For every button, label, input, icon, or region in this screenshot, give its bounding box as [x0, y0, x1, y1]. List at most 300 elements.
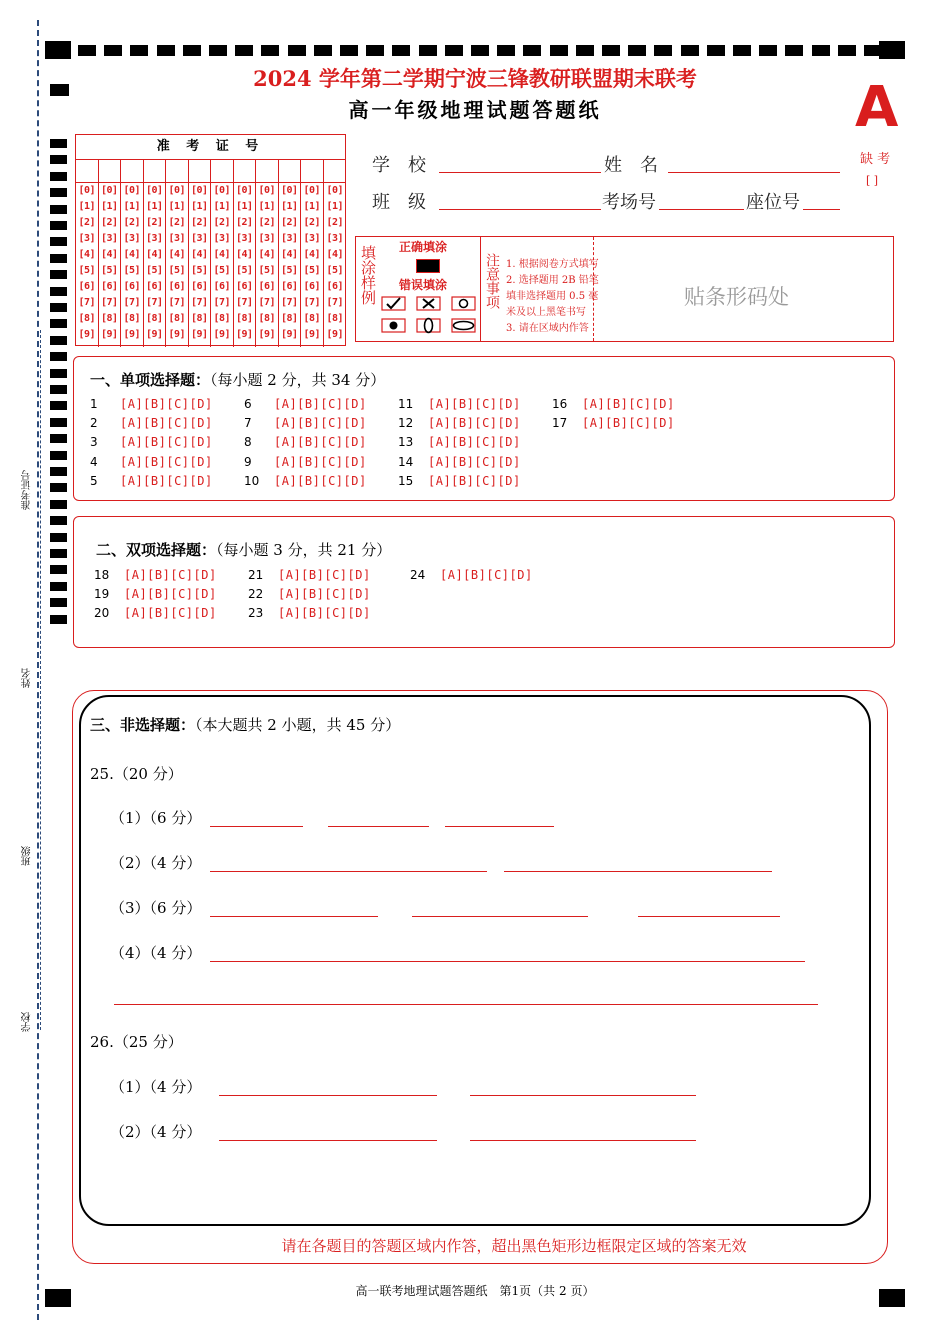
answer-options[interactable]: [A][B][C][D]: [120, 473, 213, 488]
admission-digit-bubble[interactable]: [9]: [280, 329, 298, 340]
admission-digit-column: [76, 159, 99, 347]
side-label-admission: 准考证号: [22, 470, 33, 510]
admission-digit-bubble[interactable]: [2]: [145, 217, 163, 228]
answer-options[interactable]: [A][B][C][D]: [124, 587, 217, 602]
admission-digit-bubble[interactable]: [2]: [78, 217, 96, 228]
admission-digit-bubble[interactable]: [1]: [213, 201, 231, 212]
barcode-area[interactable]: [593, 237, 892, 341]
admission-digit-bubble[interactable]: [8]: [235, 313, 253, 324]
timing-mark: [50, 598, 67, 607]
question-13: [398, 435, 521, 449]
notes-label: 注意事项: [484, 253, 500, 309]
question-number: 12: [398, 416, 414, 431]
admission-digit-bubble[interactable]: [8]: [213, 313, 231, 324]
admission-write-cell[interactable]: [256, 159, 278, 183]
admission-digit-bubble[interactable]: [9]: [78, 329, 96, 340]
admission-digit-bubble[interactable]: [8]: [258, 313, 276, 324]
q25-part3-answer-1[interactable]: [210, 916, 378, 917]
timing-mark: [50, 582, 67, 591]
answer-options[interactable]: [A][B][C][D]: [440, 568, 533, 582]
admission-digit-bubble[interactable]: [6]: [78, 281, 96, 292]
admission-digit-bubble[interactable]: [5]: [100, 265, 118, 276]
barcode-label: 贴条形码处: [684, 285, 789, 309]
answer-options[interactable]: [A][B][C][D]: [274, 435, 367, 450]
admission-digit-bubble[interactable]: [8]: [123, 313, 141, 324]
timing-mark: [50, 434, 67, 443]
q25-part2-answer-2[interactable]: [504, 871, 772, 872]
timing-mark: [50, 369, 67, 378]
fill-example-label: 填涂样例: [359, 245, 377, 305]
admission-digit-bubble[interactable]: [7]: [280, 297, 298, 308]
page-footer: 高一联考地理试题答题纸 第1页（共 2 页）: [355, 1284, 595, 1298]
q25-part1-answer-2[interactable]: [328, 826, 429, 827]
corner-mark-top-left: [45, 41, 71, 59]
horizontal-ellipse-icon: [454, 322, 474, 330]
admission-digit-bubble[interactable]: [4]: [100, 249, 118, 260]
admission-write-cell[interactable]: [121, 159, 143, 183]
q25-part2-answer-1[interactable]: [210, 871, 487, 872]
q26-part1-answer-2[interactable]: [470, 1095, 696, 1096]
admission-digit-bubble[interactable]: [9]: [168, 329, 186, 340]
admission-digit-bubble[interactable]: [7]: [168, 297, 186, 308]
admission-digit-bubble[interactable]: [5]: [78, 265, 96, 276]
admission-digit-bubble[interactable]: [8]: [303, 313, 321, 324]
admission-digit-bubble[interactable]: [0]: [100, 185, 118, 196]
wrong-fill-samples: [378, 295, 480, 337]
question-number: 4: [90, 454, 98, 469]
admission-digit-bubble[interactable]: [2]: [100, 217, 118, 228]
timing-mark: [50, 467, 67, 476]
question-19: [94, 587, 217, 601]
admission-digit-column: [324, 159, 347, 347]
admission-digit-bubble[interactable]: [0]: [258, 185, 276, 196]
notes-line-2: 2. 选择题用 2B 铅笔: [506, 275, 599, 286]
vertical-ellipse-icon: [425, 319, 433, 333]
timing-mark: [50, 205, 67, 214]
admission-digit-bubble[interactable]: [4]: [78, 249, 96, 260]
answer-options[interactable]: [A][B][C][D]: [428, 416, 521, 431]
admission-digit-bubble[interactable]: [5]: [235, 265, 253, 276]
absent-label: 缺 考: [860, 152, 891, 167]
question-3: [90, 435, 213, 449]
admission-digit-bubble[interactable]: [0]: [78, 185, 96, 196]
timing-mark: [681, 45, 699, 56]
question-number: 16: [552, 397, 568, 411]
admission-digit-bubble[interactable]: [8]: [145, 313, 163, 324]
admission-digit-bubble[interactable]: [3]: [235, 233, 253, 244]
admission-digit-bubble[interactable]: [2]: [258, 217, 276, 228]
admission-write-cell[interactable]: [234, 159, 256, 183]
answer-options[interactable]: [A][B][C][D]: [120, 454, 213, 469]
admission-digit-bubble[interactable]: [7]: [213, 297, 231, 308]
admission-write-cell[interactable]: [166, 159, 188, 183]
name-field[interactable]: [668, 172, 840, 173]
admission-digit-bubble[interactable]: [3]: [280, 233, 298, 244]
timing-mark: [50, 172, 67, 181]
timing-mark: [628, 45, 646, 56]
admission-digit-column: [99, 159, 122, 347]
admission-digit-bubble[interactable]: [1]: [326, 201, 344, 212]
answer-options[interactable]: [A][B][C][D]: [120, 435, 213, 450]
question-number: 13: [398, 435, 414, 450]
admission-digit-column: [211, 159, 234, 347]
admission-digit-bubble[interactable]: [8]: [78, 313, 96, 324]
admission-digit-bubble[interactable]: [7]: [123, 297, 141, 308]
admission-digit-bubble[interactable]: [5]: [258, 265, 276, 276]
admission-digit-bubble[interactable]: [5]: [280, 265, 298, 276]
timing-mark: [104, 45, 122, 56]
admission-digit-bubble[interactable]: [2]: [326, 217, 344, 228]
answer-options[interactable]: [A][B][C][D]: [582, 397, 675, 411]
answer-options[interactable]: [A][B][C][D]: [124, 568, 217, 582]
timing-mark: [550, 45, 568, 56]
admission-digit-bubble[interactable]: [2]: [235, 217, 253, 228]
admission-digit-bubble[interactable]: [2]: [123, 217, 141, 228]
question-1: [90, 397, 213, 411]
admission-digit-bubble[interactable]: [6]: [258, 281, 276, 292]
timing-mark: [733, 45, 751, 56]
instruction-box: [355, 236, 894, 342]
side-label-class: 班级: [22, 846, 33, 866]
q25-part2-label: （2）（4 分）: [110, 854, 202, 872]
admission-digit-bubble[interactable]: [9]: [100, 329, 118, 340]
question-7: [244, 416, 367, 430]
timing-mark: [50, 155, 67, 164]
question-number: 5: [90, 473, 98, 488]
admission-digit-bubble[interactable]: [7]: [78, 297, 96, 308]
admission-digit-bubble[interactable]: [4]: [280, 249, 298, 260]
answer-options[interactable]: [A][B][C][D]: [120, 397, 213, 411]
question-number: 21: [248, 568, 264, 582]
admission-digit-bubble[interactable]: [6]: [326, 281, 344, 292]
admission-digit-bubble[interactable]: [1]: [303, 201, 321, 212]
admission-digit-bubble[interactable]: [4]: [235, 249, 253, 260]
admission-digit-bubble[interactable]: [7]: [100, 297, 118, 308]
timing-mark: [50, 336, 67, 345]
admission-digit-bubble[interactable]: [4]: [213, 249, 231, 260]
binding-line-inner: [40, 330, 41, 1030]
admission-write-cell[interactable]: [76, 159, 98, 183]
absent-box[interactable]: [ ]: [866, 174, 879, 187]
admission-write-cell[interactable]: [144, 159, 166, 183]
correct-fill-sample: [416, 259, 440, 273]
timing-mark: [366, 45, 384, 56]
admission-number-grid: [75, 134, 346, 346]
timing-mark: [50, 221, 67, 230]
admission-digit-bubble[interactable]: [8]: [190, 313, 208, 324]
answer-options[interactable]: [A][B][C][D]: [278, 587, 371, 602]
timing-mark: [785, 45, 803, 56]
q25-part4-answer-2[interactable]: [114, 1004, 818, 1005]
admission-digit-bubble[interactable]: [3]: [168, 233, 186, 244]
admission-digit-bubble[interactable]: [4]: [303, 249, 321, 260]
answer-options[interactable]: [A][B][C][D]: [274, 454, 367, 469]
admission-write-cell[interactable]: [324, 159, 347, 183]
admission-digit-bubble[interactable]: [2]: [303, 217, 321, 228]
admission-number-title: 准 考 证 号: [76, 135, 345, 160]
notes-line-1: 1. 根据阅卷方式填写: [506, 259, 599, 270]
timing-mark: [471, 45, 489, 56]
question-number: 8: [244, 435, 252, 450]
admission-digit-column: [121, 159, 144, 347]
q26-part2-answer-2[interactable]: [470, 1140, 696, 1141]
admission-write-cell[interactable]: [189, 159, 211, 183]
admission-digit-bubble[interactable]: [0]: [213, 185, 231, 196]
admission-digit-bubble[interactable]: [1]: [235, 201, 253, 212]
school-label: 学 校: [372, 155, 426, 176]
admission-digit-bubble[interactable]: [9]: [258, 329, 276, 340]
admission-digit-bubble[interactable]: [9]: [145, 329, 163, 340]
room-label: 考场号: [602, 192, 656, 213]
q25-part4-answer-1[interactable]: [210, 961, 805, 962]
timing-mark: [50, 549, 67, 558]
timing-mark: [50, 188, 67, 197]
admission-digit-bubble[interactable]: [2]: [213, 217, 231, 228]
admission-digit-bubble[interactable]: [7]: [235, 297, 253, 308]
admission-digit-bubble[interactable]: [1]: [145, 201, 163, 212]
question-14: [398, 455, 521, 469]
admission-digit-bubble[interactable]: [0]: [235, 185, 253, 196]
timing-mark: [50, 352, 67, 361]
admission-digit-bubble[interactable]: [8]: [168, 313, 186, 324]
admission-digit-bubble[interactable]: [9]: [303, 329, 321, 340]
admission-digit-bubble[interactable]: [4]: [190, 249, 208, 260]
admission-digit-bubble[interactable]: [6]: [168, 281, 186, 292]
admission-digit-bubble[interactable]: [3]: [145, 233, 163, 244]
section3-heading: 三、非选择题：（本大题共 2 小题，共 45 分）: [90, 716, 401, 734]
timing-mark: [707, 45, 725, 56]
admission-digit-bubble[interactable]: [8]: [326, 313, 344, 324]
timing-mark: [602, 45, 620, 56]
admission-digit-bubble[interactable]: [9]: [190, 329, 208, 340]
question-number: 9: [244, 454, 252, 469]
admission-digit-bubble[interactable]: [2]: [280, 217, 298, 228]
admission-digit-bubble[interactable]: [8]: [280, 313, 298, 324]
q26-part2-answer-1[interactable]: [219, 1140, 437, 1141]
class-field[interactable]: [439, 209, 601, 210]
exam-title: 2024 学年第二学期宁波三锋教研联盟期末联考: [253, 66, 697, 91]
answer-options[interactable]: [A][B][C][D]: [278, 568, 371, 582]
admission-digit-bubble[interactable]: [5]: [213, 265, 231, 276]
admission-write-cell[interactable]: [301, 159, 323, 183]
admission-digit-bubble[interactable]: [6]: [235, 281, 253, 292]
admission-digit-bubble[interactable]: [0]: [145, 185, 163, 196]
admission-digit-bubble[interactable]: [6]: [280, 281, 298, 292]
admission-digit-bubble[interactable]: [5]: [303, 265, 321, 276]
admission-digit-bubble[interactable]: [6]: [123, 281, 141, 292]
question-15: [398, 474, 521, 488]
admission-digit-bubble[interactable]: [1]: [258, 201, 276, 212]
room-field[interactable]: [659, 209, 744, 210]
admission-digit-bubble[interactable]: [1]: [100, 201, 118, 212]
circle-icon: [460, 300, 468, 308]
timing-mark: [183, 45, 201, 56]
admission-digit-bubble[interactable]: [6]: [190, 281, 208, 292]
admission-digit-bubble[interactable]: [3]: [123, 233, 141, 244]
admission-digit-bubble[interactable]: [6]: [213, 281, 231, 292]
q26-part1-answer-1[interactable]: [219, 1095, 437, 1096]
timing-mark: [392, 45, 410, 56]
admission-digit-bubble[interactable]: [0]: [280, 185, 298, 196]
admission-digit-bubble[interactable]: [3]: [190, 233, 208, 244]
admission-digit-bubble[interactable]: [1]: [280, 201, 298, 212]
question-number: 20: [94, 606, 110, 621]
admission-digit-bubble[interactable]: [7]: [326, 297, 344, 308]
admission-digit-bubble[interactable]: [6]: [145, 281, 163, 292]
question-12: [398, 416, 521, 430]
admission-digit-bubble[interactable]: [4]: [145, 249, 163, 260]
admission-digit-bubble[interactable]: [3]: [213, 233, 231, 244]
question-number: 3: [90, 435, 98, 450]
q25-part3-answer-2[interactable]: [412, 916, 588, 917]
admission-digit-bubble[interactable]: [1]: [190, 201, 208, 212]
admission-digit-bubble[interactable]: [1]: [123, 201, 141, 212]
corner-mark-top-right: [879, 41, 905, 59]
admission-digit-bubble[interactable]: [5]: [123, 265, 141, 276]
admission-digit-bubble[interactable]: [3]: [326, 233, 344, 244]
admission-digit-bubble[interactable]: [0]: [326, 185, 344, 196]
timing-mark: [261, 45, 279, 56]
admission-digit-bubble[interactable]: [7]: [258, 297, 276, 308]
admission-digit-bubble[interactable]: [2]: [168, 217, 186, 228]
admission-digit-bubble[interactable]: [3]: [78, 233, 96, 244]
fill-notes-divider: [480, 237, 481, 341]
answer-options[interactable]: [A][B][C][D]: [428, 397, 521, 411]
timing-mark: [130, 45, 148, 56]
answer-options[interactable]: [A][B][C][D]: [124, 606, 217, 621]
question-22: [248, 587, 371, 601]
admission-digit-bubble[interactable]: [1]: [78, 201, 96, 212]
admission-digit-bubble[interactable]: [0]: [123, 185, 141, 196]
admission-digit-column: [279, 159, 302, 347]
q25-part1-answer-1[interactable]: [210, 826, 303, 827]
admission-digit-bubble[interactable]: [7]: [145, 297, 163, 308]
q26-part1-label: （1）（4 分）: [110, 1078, 202, 1096]
admission-digit-bubble[interactable]: [7]: [190, 297, 208, 308]
timing-mark: [445, 45, 463, 56]
admission-digit-bubble[interactable]: [3]: [303, 233, 321, 244]
q25-part4-label: （4）（4 分）: [110, 944, 202, 962]
timing-mark: [654, 45, 672, 56]
timing-mark: [50, 319, 67, 328]
admission-digit-bubble[interactable]: [9]: [235, 329, 253, 340]
answer-options[interactable]: [A][B][C][D]: [274, 473, 367, 488]
admission-write-cell[interactable]: [211, 159, 233, 183]
q25-part1-answer-3[interactable]: [445, 826, 554, 827]
admission-digit-bubble[interactable]: [3]: [100, 233, 118, 244]
timing-mark: [50, 303, 67, 312]
admission-digit-bubble[interactable]: [2]: [190, 217, 208, 228]
answer-options[interactable]: [A][B][C][D]: [274, 397, 367, 411]
timing-mark: [50, 533, 67, 542]
q26-part2-label: （2）（4 分）: [110, 1123, 202, 1141]
timing-mark: [50, 451, 67, 460]
section2-double-choice: [73, 516, 895, 648]
notes-line-5: 3. 请在区域内作答: [506, 323, 589, 334]
question-20: [94, 606, 217, 620]
timing-mark: [78, 45, 96, 56]
admission-digit-bubble[interactable]: [5]: [168, 265, 186, 276]
correct-fill-label: 正确填涂: [399, 240, 448, 254]
timing-mark: [864, 45, 882, 56]
question-number: 18: [94, 568, 110, 582]
timing-mark: [419, 45, 437, 56]
admission-digit-bubble[interactable]: [5]: [145, 265, 163, 276]
admission-digit-column: [166, 159, 189, 347]
admission-digit-bubble[interactable]: [4]: [123, 249, 141, 260]
admission-digit-bubble[interactable]: [9]: [326, 329, 344, 340]
timing-mark: [50, 483, 67, 492]
admission-digit-bubble[interactable]: [0]: [303, 185, 321, 196]
paper-title: 高一年级地理试题答题纸: [348, 98, 602, 122]
admission-digit-bubble[interactable]: [0]: [168, 185, 186, 196]
admission-write-cell[interactable]: [99, 159, 121, 183]
timing-mark: [759, 45, 777, 56]
answer-options[interactable]: [A][B][C][D]: [428, 435, 521, 450]
answer-options[interactable]: [A][B][C][D]: [428, 454, 521, 469]
admission-digit-bubble[interactable]: [1]: [168, 201, 186, 212]
admission-digit-column: [144, 159, 167, 347]
timing-mark: [209, 45, 227, 56]
admission-digit-column: [256, 159, 279, 347]
q25-part1-label: （1）（6 分）: [110, 809, 202, 827]
seat-field[interactable]: [803, 209, 840, 210]
timing-mark: [288, 45, 306, 56]
timing-mark: [838, 45, 856, 56]
binding-line: [37, 20, 39, 1320]
admission-digit-bubble[interactable]: [4]: [168, 249, 186, 260]
answer-options[interactable]: [A][B][C][D]: [120, 416, 213, 431]
admission-digit-bubble[interactable]: [8]: [100, 313, 118, 324]
admission-digit-bubble[interactable]: [4]: [258, 249, 276, 260]
answer-options[interactable]: [A][B][C][D]: [428, 473, 521, 488]
admission-digit-bubble[interactable]: [5]: [190, 265, 208, 276]
admission-digit-column: [301, 159, 324, 347]
question-number: 22: [248, 587, 264, 602]
answer-options[interactable]: [A][B][C][D]: [582, 416, 675, 431]
question-18: [94, 568, 217, 582]
admission-digit-bubble[interactable]: [6]: [100, 281, 118, 292]
check-icon: [387, 298, 400, 308]
q25-part3-answer-3[interactable]: [638, 916, 780, 917]
answer-options[interactable]: [A][B][C][D]: [278, 606, 371, 621]
timing-mark: [340, 45, 358, 56]
q25-part3-label: （3）（6 分）: [110, 899, 202, 917]
admission-digit-bubble[interactable]: [7]: [303, 297, 321, 308]
admission-digit-bubble[interactable]: [0]: [190, 185, 208, 196]
cross-icon: [423, 299, 434, 308]
question-number: 24: [410, 568, 426, 582]
timing-mark: [50, 401, 67, 410]
timing-mark: [314, 45, 332, 56]
admission-digit-bubble[interactable]: [6]: [303, 281, 321, 292]
admission-digit-bubble[interactable]: [9]: [123, 329, 141, 340]
admission-write-cell[interactable]: [279, 159, 301, 183]
admission-digit-bubble[interactable]: [3]: [258, 233, 276, 244]
question-2: [90, 416, 213, 430]
question-17: [552, 416, 675, 430]
answer-area-warning: 请在各题目的答题区域内作答，超出黑色矩形边框限定区域的答案无效: [281, 1237, 747, 1255]
school-field[interactable]: [439, 172, 601, 173]
admission-digit-bubble[interactable]: [5]: [326, 265, 344, 276]
timing-mark: [50, 615, 67, 624]
admission-digit-bubble[interactable]: [9]: [213, 329, 231, 340]
answer-options[interactable]: [A][B][C][D]: [274, 416, 367, 431]
question-16: [552, 397, 675, 411]
q25-label: 25.（20 分）: [90, 765, 183, 783]
section1-single-choice: [73, 356, 895, 501]
admission-digit-bubble[interactable]: [4]: [326, 249, 344, 260]
